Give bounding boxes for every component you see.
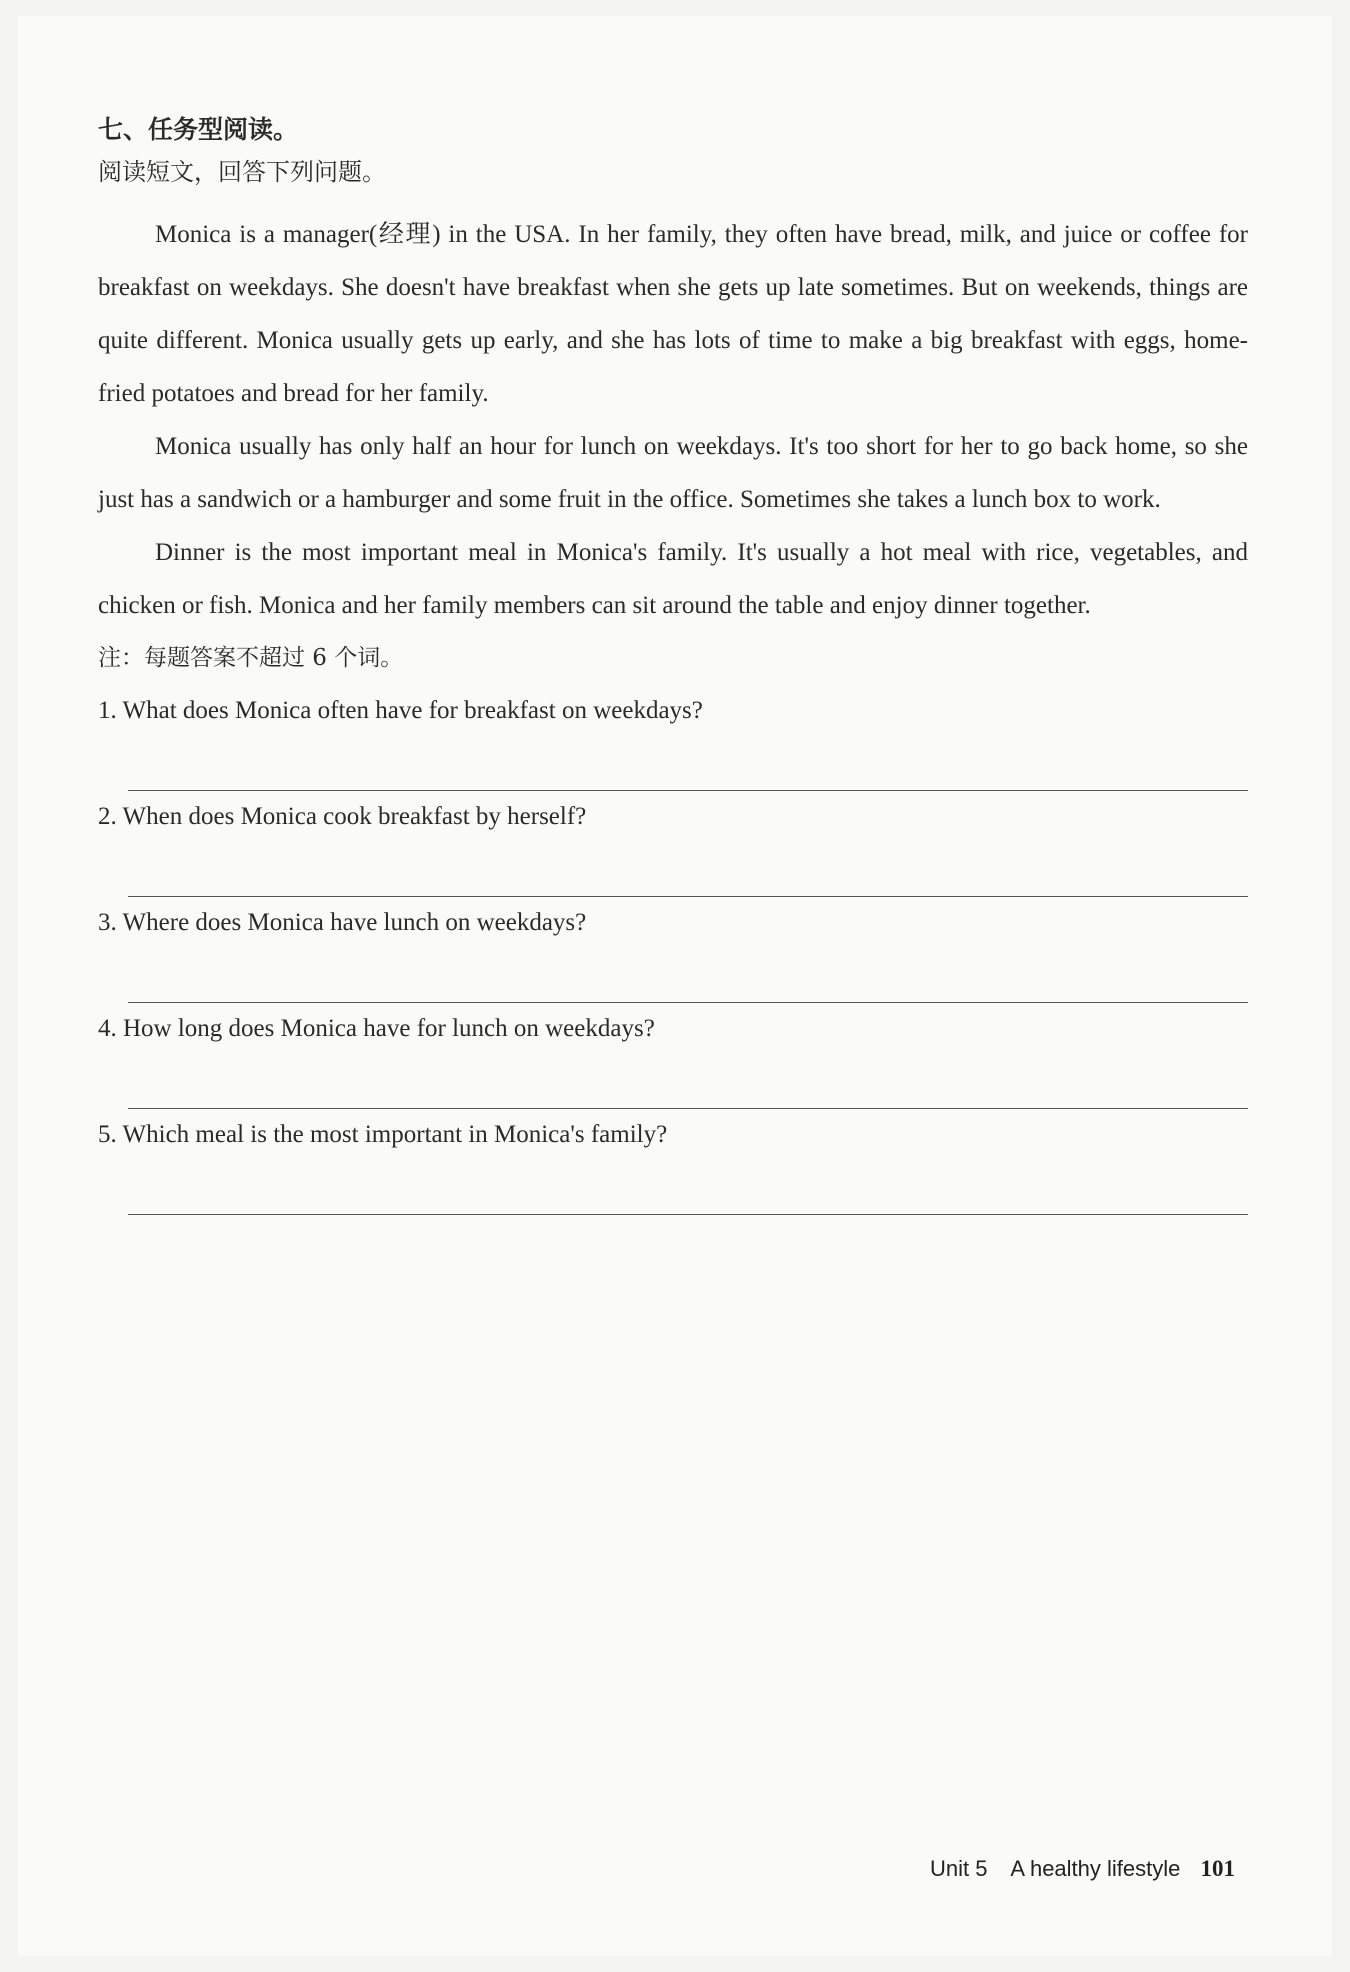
answer-note: 注：每题答案不超过 6 个词。: [98, 645, 404, 671]
answer-line[interactable]: [128, 844, 1248, 897]
question-block-2: [98, 790, 1248, 896]
page-footer: [930, 1856, 1235, 1882]
question-text: 3. Where does Monica have lunch on weekdays?: [98, 909, 587, 936]
question-text: 1. What does Monica often have for breakfast on weekdays?: [98, 697, 703, 724]
question-block-1: [98, 684, 1248, 790]
question-block-4: [98, 1002, 1248, 1108]
answer-line[interactable]: [128, 950, 1248, 1003]
question-block-5: [98, 1108, 1248, 1214]
footer-unit: Unit 5: [930, 1856, 988, 1881]
worksheet-page: [18, 16, 1332, 1956]
answer-line[interactable]: [128, 738, 1248, 791]
answer-line[interactable]: [128, 1056, 1248, 1109]
question-text: 4. How long does Monica have for lunch on weekdays?: [98, 1015, 655, 1042]
passage-paragraph-2: Monica usually has only half an hour for lunch on weekdays. It's too short for her to go back home, so she just has a sandwich or a hamburger and some fruit in the office. Sometimes she takes a lunch box to work.: [98, 433, 1248, 513]
passage-paragraph-3: Dinner is the most important meal in Monica's family. It's usually a hot meal with rice, vegetables, and chicken or fish. Monica and her family members can sit around the table and enjoy dinner together.: [98, 539, 1248, 619]
content-area: [98, 108, 1248, 1214]
question-text: 5. Which meal is the most important in Monica's family?: [98, 1121, 668, 1148]
footer-unit-title: A healthy lifestyle: [1010, 1856, 1181, 1881]
page-number: 101: [1200, 1856, 1235, 1881]
answer-line[interactable]: [128, 1162, 1248, 1215]
question-block-3: [98, 896, 1248, 1002]
question-text: 2. When does Monica cook breakfast by herself?: [98, 803, 587, 830]
passage-paragraph-1: Monica is a manager(经理) in the USA. In her family, they often have bread, milk, and juice or coffee for breakfast on weekdays. She doesn't have breakfast when she gets up late sometimes. But on weekends, things are quite different. Monica usually gets up early, and she has lots of time to make a big breakfast with eggs, home-fried potatoes and bread for her family.: [98, 221, 1248, 407]
instruction-text: 阅读短文，回答下列问题。: [98, 158, 386, 186]
section-title: 七、任务型阅读。: [98, 115, 299, 144]
